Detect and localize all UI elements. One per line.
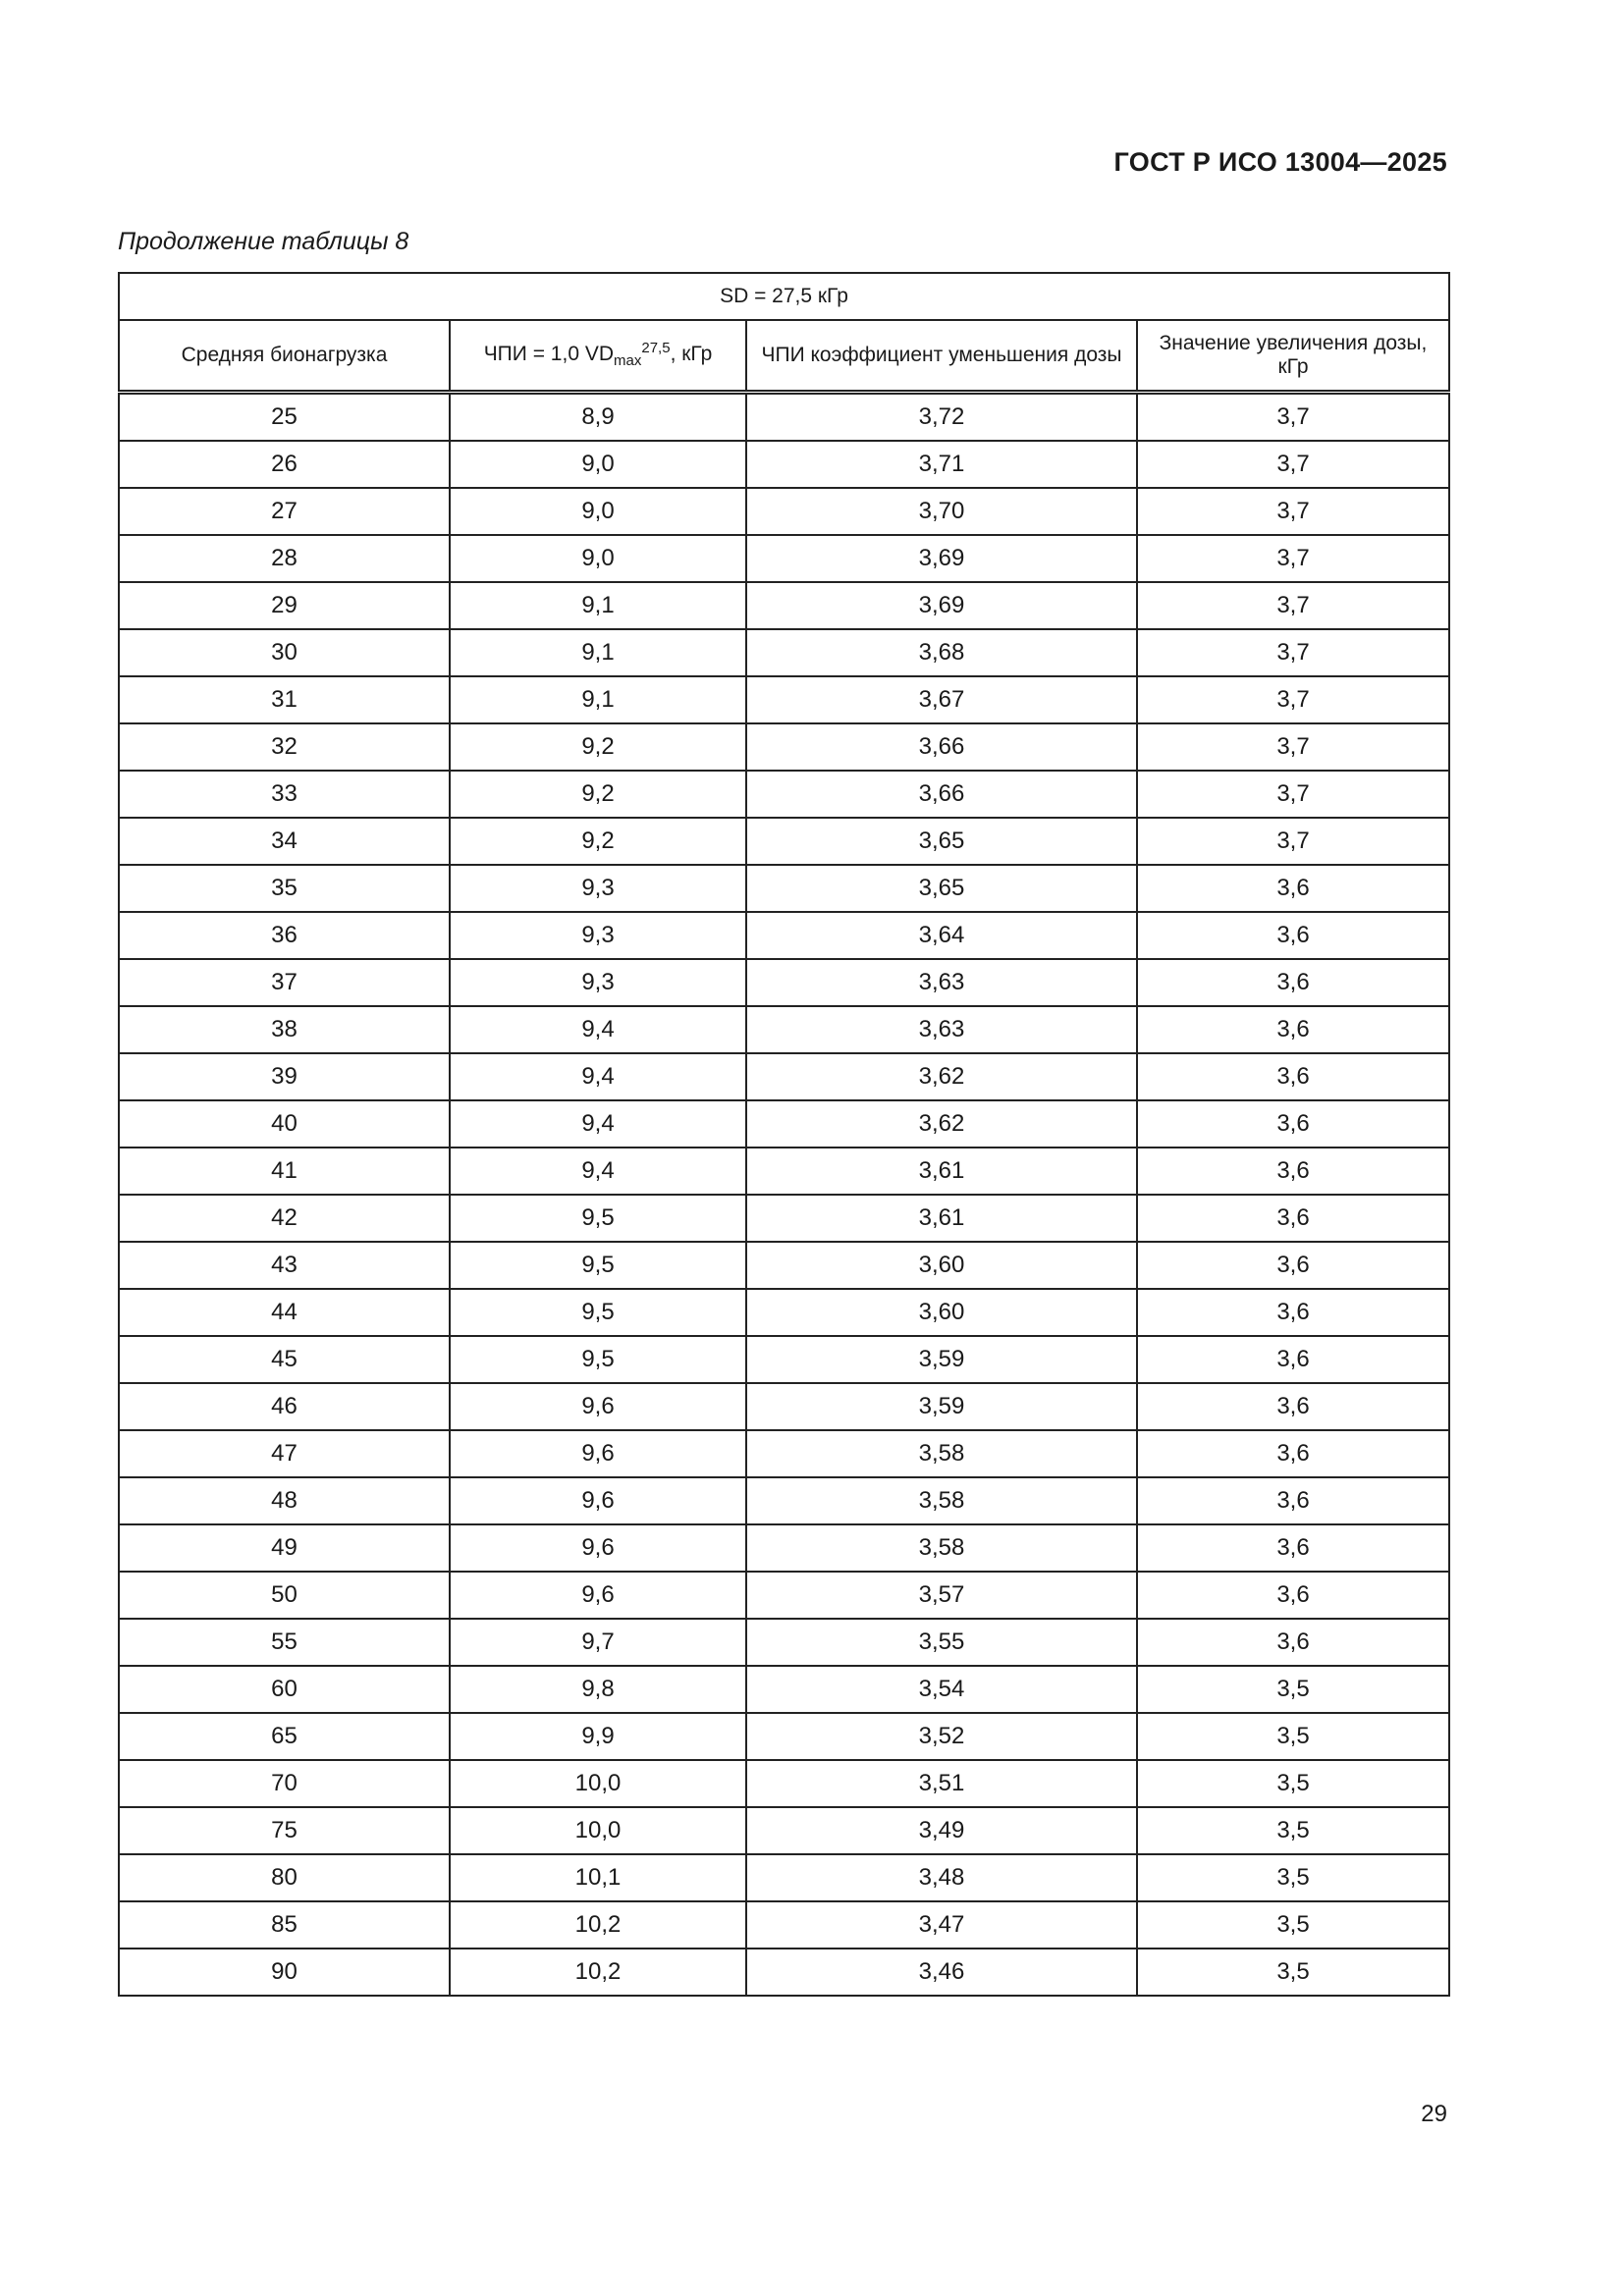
cell-dose-reduction-factor: 3,71 <box>746 441 1137 488</box>
cell-dose-reduction-factor: 3,69 <box>746 535 1137 582</box>
cell-dose-reduction-factor: 3,47 <box>746 1901 1137 1949</box>
table-row <box>119 1901 1449 1949</box>
cell-dose-reduction-factor: 3,66 <box>746 723 1137 771</box>
cell-dose-reduction-factor: 3,62 <box>746 1100 1137 1148</box>
column-header-row <box>119 320 1449 393</box>
table-row <box>119 582 1449 629</box>
cell-dose-reduction-factor: 3,61 <box>746 1148 1137 1195</box>
cell-vdmax: 9,5 <box>450 1242 746 1289</box>
cell-average-bioburden: 25 <box>119 393 450 442</box>
cell-dose-increment: 3,6 <box>1137 1572 1449 1619</box>
sd-label: SD = 27,5 кГр <box>119 273 1449 320</box>
cell-dose-increment: 3,6 <box>1137 1195 1449 1242</box>
cell-vdmax: 10,0 <box>450 1760 746 1807</box>
cell-vdmax: 9,6 <box>450 1383 746 1430</box>
table-row <box>119 629 1449 676</box>
cell-average-bioburden: 28 <box>119 535 450 582</box>
cell-dose-reduction-factor: 3,63 <box>746 959 1137 1006</box>
col-header-vdmax-sup: 27,5 <box>641 340 671 357</box>
cell-dose-reduction-factor: 3,67 <box>746 676 1137 723</box>
cell-dose-reduction-factor: 3,72 <box>746 393 1137 442</box>
table-row <box>119 1854 1449 1901</box>
cell-average-bioburden: 44 <box>119 1289 450 1336</box>
cell-average-bioburden: 42 <box>119 1195 450 1242</box>
col-header-vdmax-prefix: ЧПИ = 1,0 VD <box>483 343 615 366</box>
cell-dose-reduction-factor: 3,46 <box>746 1949 1137 1996</box>
cell-dose-reduction-factor: 3,60 <box>746 1289 1137 1336</box>
cell-dose-increment: 3,6 <box>1137 1289 1449 1336</box>
table-row <box>119 1242 1449 1289</box>
cell-vdmax: 9,2 <box>450 723 746 771</box>
cell-average-bioburden: 39 <box>119 1053 450 1100</box>
cell-dose-reduction-factor: 3,48 <box>746 1854 1137 1901</box>
cell-average-bioburden: 48 <box>119 1477 450 1524</box>
cell-vdmax: 9,5 <box>450 1289 746 1336</box>
cell-average-bioburden: 34 <box>119 818 450 865</box>
cell-average-bioburden: 55 <box>119 1619 450 1666</box>
table-row <box>119 1383 1449 1430</box>
table-caption: Продолжение таблицы 8 <box>118 228 409 255</box>
table-row <box>119 1760 1449 1807</box>
cell-vdmax: 9,4 <box>450 1053 746 1100</box>
cell-vdmax: 9,8 <box>450 1666 746 1713</box>
cell-average-bioburden: 43 <box>119 1242 450 1289</box>
cell-vdmax: 9,1 <box>450 629 746 676</box>
table-row <box>119 1053 1449 1100</box>
cell-dose-reduction-factor: 3,57 <box>746 1572 1137 1619</box>
cell-dose-increment: 3,6 <box>1137 959 1449 1006</box>
table-row <box>119 1289 1449 1336</box>
table-row <box>119 771 1449 818</box>
cell-average-bioburden: 41 <box>119 1148 450 1195</box>
cell-dose-reduction-factor: 3,66 <box>746 771 1137 818</box>
cell-vdmax: 9,2 <box>450 771 746 818</box>
cell-dose-reduction-factor: 3,58 <box>746 1477 1137 1524</box>
cell-dose-reduction-factor: 3,58 <box>746 1524 1137 1572</box>
cell-average-bioburden: 85 <box>119 1901 450 1949</box>
cell-vdmax: 9,6 <box>450 1477 746 1524</box>
cell-vdmax: 9,6 <box>450 1524 746 1572</box>
cell-dose-increment: 3,6 <box>1137 1430 1449 1477</box>
cell-dose-increment: 3,7 <box>1137 723 1449 771</box>
cell-vdmax: 9,6 <box>450 1430 746 1477</box>
cell-vdmax: 9,1 <box>450 676 746 723</box>
table-body <box>119 393 1449 1997</box>
cell-dose-increment: 3,7 <box>1137 771 1449 818</box>
cell-average-bioburden: 80 <box>119 1854 450 1901</box>
table-row <box>119 676 1449 723</box>
table-row <box>119 1619 1449 1666</box>
cell-dose-increment: 3,6 <box>1137 1006 1449 1053</box>
table-row <box>119 1949 1449 1996</box>
cell-dose-reduction-factor: 3,59 <box>746 1336 1137 1383</box>
cell-dose-reduction-factor: 3,69 <box>746 582 1137 629</box>
cell-dose-reduction-factor: 3,58 <box>746 1430 1137 1477</box>
cell-dose-increment: 3,6 <box>1137 1148 1449 1195</box>
cell-vdmax: 9,0 <box>450 488 746 535</box>
cell-dose-increment: 3,7 <box>1137 582 1449 629</box>
cell-dose-reduction-factor: 3,70 <box>746 488 1137 535</box>
cell-average-bioburden: 60 <box>119 1666 450 1713</box>
page-number: 29 <box>1421 2101 1447 2127</box>
cell-vdmax: 9,4 <box>450 1100 746 1148</box>
cell-dose-increment: 3,5 <box>1137 1666 1449 1713</box>
table-row <box>119 1195 1449 1242</box>
cell-dose-reduction-factor: 3,65 <box>746 865 1137 912</box>
cell-vdmax: 9,5 <box>450 1336 746 1383</box>
cell-dose-increment: 3,7 <box>1137 393 1449 442</box>
cell-average-bioburden: 40 <box>119 1100 450 1148</box>
cell-vdmax: 9,3 <box>450 959 746 1006</box>
table-row <box>119 1572 1449 1619</box>
table-row <box>119 535 1449 582</box>
cell-vdmax: 10,0 <box>450 1807 746 1854</box>
cell-average-bioburden: 26 <box>119 441 450 488</box>
cell-average-bioburden: 30 <box>119 629 450 676</box>
cell-average-bioburden: 90 <box>119 1949 450 1996</box>
table-row <box>119 723 1449 771</box>
cell-average-bioburden: 38 <box>119 1006 450 1053</box>
cell-vdmax: 10,2 <box>450 1949 746 1996</box>
cell-dose-increment: 3,7 <box>1137 488 1449 535</box>
cell-average-bioburden: 36 <box>119 912 450 959</box>
table-row <box>119 1807 1449 1854</box>
cell-vdmax: 9,5 <box>450 1195 746 1242</box>
cell-dose-increment: 3,5 <box>1137 1760 1449 1807</box>
dose-table <box>118 272 1450 1997</box>
col-header-dose-reduction-factor: ЧПИ коэффициент уменьшения дозы <box>746 320 1137 393</box>
cell-vdmax: 9,6 <box>450 1572 746 1619</box>
cell-vdmax: 9,3 <box>450 912 746 959</box>
cell-vdmax: 10,2 <box>450 1901 746 1949</box>
cell-dose-reduction-factor: 3,51 <box>746 1760 1137 1807</box>
cell-dose-increment: 3,7 <box>1137 441 1449 488</box>
cell-dose-increment: 3,6 <box>1137 1524 1449 1572</box>
col-header-vdmax-sub: max <box>614 352 642 370</box>
cell-dose-increment: 3,5 <box>1137 1901 1449 1949</box>
cell-dose-reduction-factor: 3,64 <box>746 912 1137 959</box>
cell-dose-increment: 3,6 <box>1137 1100 1449 1148</box>
cell-average-bioburden: 65 <box>119 1713 450 1760</box>
cell-vdmax: 9,0 <box>450 441 746 488</box>
table-row <box>119 1713 1449 1760</box>
table-row <box>119 818 1449 865</box>
cell-dose-increment: 3,7 <box>1137 535 1449 582</box>
cell-dose-increment: 3,6 <box>1137 865 1449 912</box>
cell-average-bioburden: 50 <box>119 1572 450 1619</box>
cell-average-bioburden: 75 <box>119 1807 450 1854</box>
col-header-vdmax <box>450 320 746 393</box>
cell-average-bioburden: 35 <box>119 865 450 912</box>
cell-average-bioburden: 45 <box>119 1336 450 1383</box>
table-row <box>119 1336 1449 1383</box>
cell-average-bioburden: 33 <box>119 771 450 818</box>
cell-average-bioburden: 46 <box>119 1383 450 1430</box>
cell-average-bioburden: 37 <box>119 959 450 1006</box>
cell-dose-reduction-factor: 3,55 <box>746 1619 1137 1666</box>
table-row <box>119 1666 1449 1713</box>
table-row <box>119 959 1449 1006</box>
table-row <box>119 488 1449 535</box>
cell-vdmax: 9,9 <box>450 1713 746 1760</box>
cell-dose-increment: 3,6 <box>1137 1053 1449 1100</box>
cell-dose-reduction-factor: 3,61 <box>746 1195 1137 1242</box>
cell-dose-reduction-factor: 3,52 <box>746 1713 1137 1760</box>
cell-average-bioburden: 47 <box>119 1430 450 1477</box>
cell-dose-reduction-factor: 3,63 <box>746 1006 1137 1053</box>
cell-dose-increment: 3,7 <box>1137 676 1449 723</box>
cell-vdmax: 9,4 <box>450 1006 746 1053</box>
cell-vdmax: 9,4 <box>450 1148 746 1195</box>
cell-dose-increment: 3,7 <box>1137 818 1449 865</box>
cell-vdmax: 9,1 <box>450 582 746 629</box>
cell-dose-reduction-factor: 3,49 <box>746 1807 1137 1854</box>
table-row <box>119 1006 1449 1053</box>
cell-vdmax: 10,1 <box>450 1854 746 1901</box>
col-header-vdmax-suffix: , кГр <box>670 343 713 366</box>
cell-dose-reduction-factor: 3,65 <box>746 818 1137 865</box>
table-row <box>119 1430 1449 1477</box>
cell-vdmax: 9,3 <box>450 865 746 912</box>
cell-average-bioburden: 27 <box>119 488 450 535</box>
table-row <box>119 912 1449 959</box>
cell-dose-increment: 3,5 <box>1137 1949 1449 1996</box>
cell-average-bioburden: 29 <box>119 582 450 629</box>
cell-vdmax: 8,9 <box>450 393 746 442</box>
cell-average-bioburden: 49 <box>119 1524 450 1572</box>
cell-average-bioburden: 31 <box>119 676 450 723</box>
cell-dose-reduction-factor: 3,60 <box>746 1242 1137 1289</box>
cell-vdmax: 9,2 <box>450 818 746 865</box>
cell-dose-increment: 3,6 <box>1137 912 1449 959</box>
cell-dose-increment: 3,6 <box>1137 1619 1449 1666</box>
table-row <box>119 1524 1449 1572</box>
table-row <box>119 441 1449 488</box>
cell-average-bioburden: 70 <box>119 1760 450 1807</box>
table-row <box>119 1477 1449 1524</box>
cell-dose-reduction-factor: 3,54 <box>746 1666 1137 1713</box>
sd-row <box>119 273 1449 320</box>
table-row <box>119 1148 1449 1195</box>
cell-dose-increment: 3,5 <box>1137 1854 1449 1901</box>
cell-dose-increment: 3,5 <box>1137 1713 1449 1760</box>
document-id-header: ГОСТ Р ИСО 13004—2025 <box>1113 147 1447 177</box>
cell-average-bioburden: 32 <box>119 723 450 771</box>
table-row <box>119 865 1449 912</box>
cell-dose-reduction-factor: 3,68 <box>746 629 1137 676</box>
cell-dose-increment: 3,6 <box>1137 1383 1449 1430</box>
table-row <box>119 1100 1449 1148</box>
col-header-average-bioburden: Средняя бионагрузка <box>119 320 450 393</box>
cell-dose-increment: 3,5 <box>1137 1807 1449 1854</box>
cell-dose-increment: 3,6 <box>1137 1477 1449 1524</box>
cell-dose-reduction-factor: 3,59 <box>746 1383 1137 1430</box>
cell-vdmax: 9,0 <box>450 535 746 582</box>
table-row <box>119 393 1449 442</box>
cell-dose-reduction-factor: 3,62 <box>746 1053 1137 1100</box>
cell-dose-increment: 3,6 <box>1137 1336 1449 1383</box>
cell-dose-increment: 3,7 <box>1137 629 1449 676</box>
cell-vdmax: 9,7 <box>450 1619 746 1666</box>
col-header-dose-increment: Значение увеличения дозы, кГр <box>1137 320 1449 393</box>
cell-dose-increment: 3,6 <box>1137 1242 1449 1289</box>
